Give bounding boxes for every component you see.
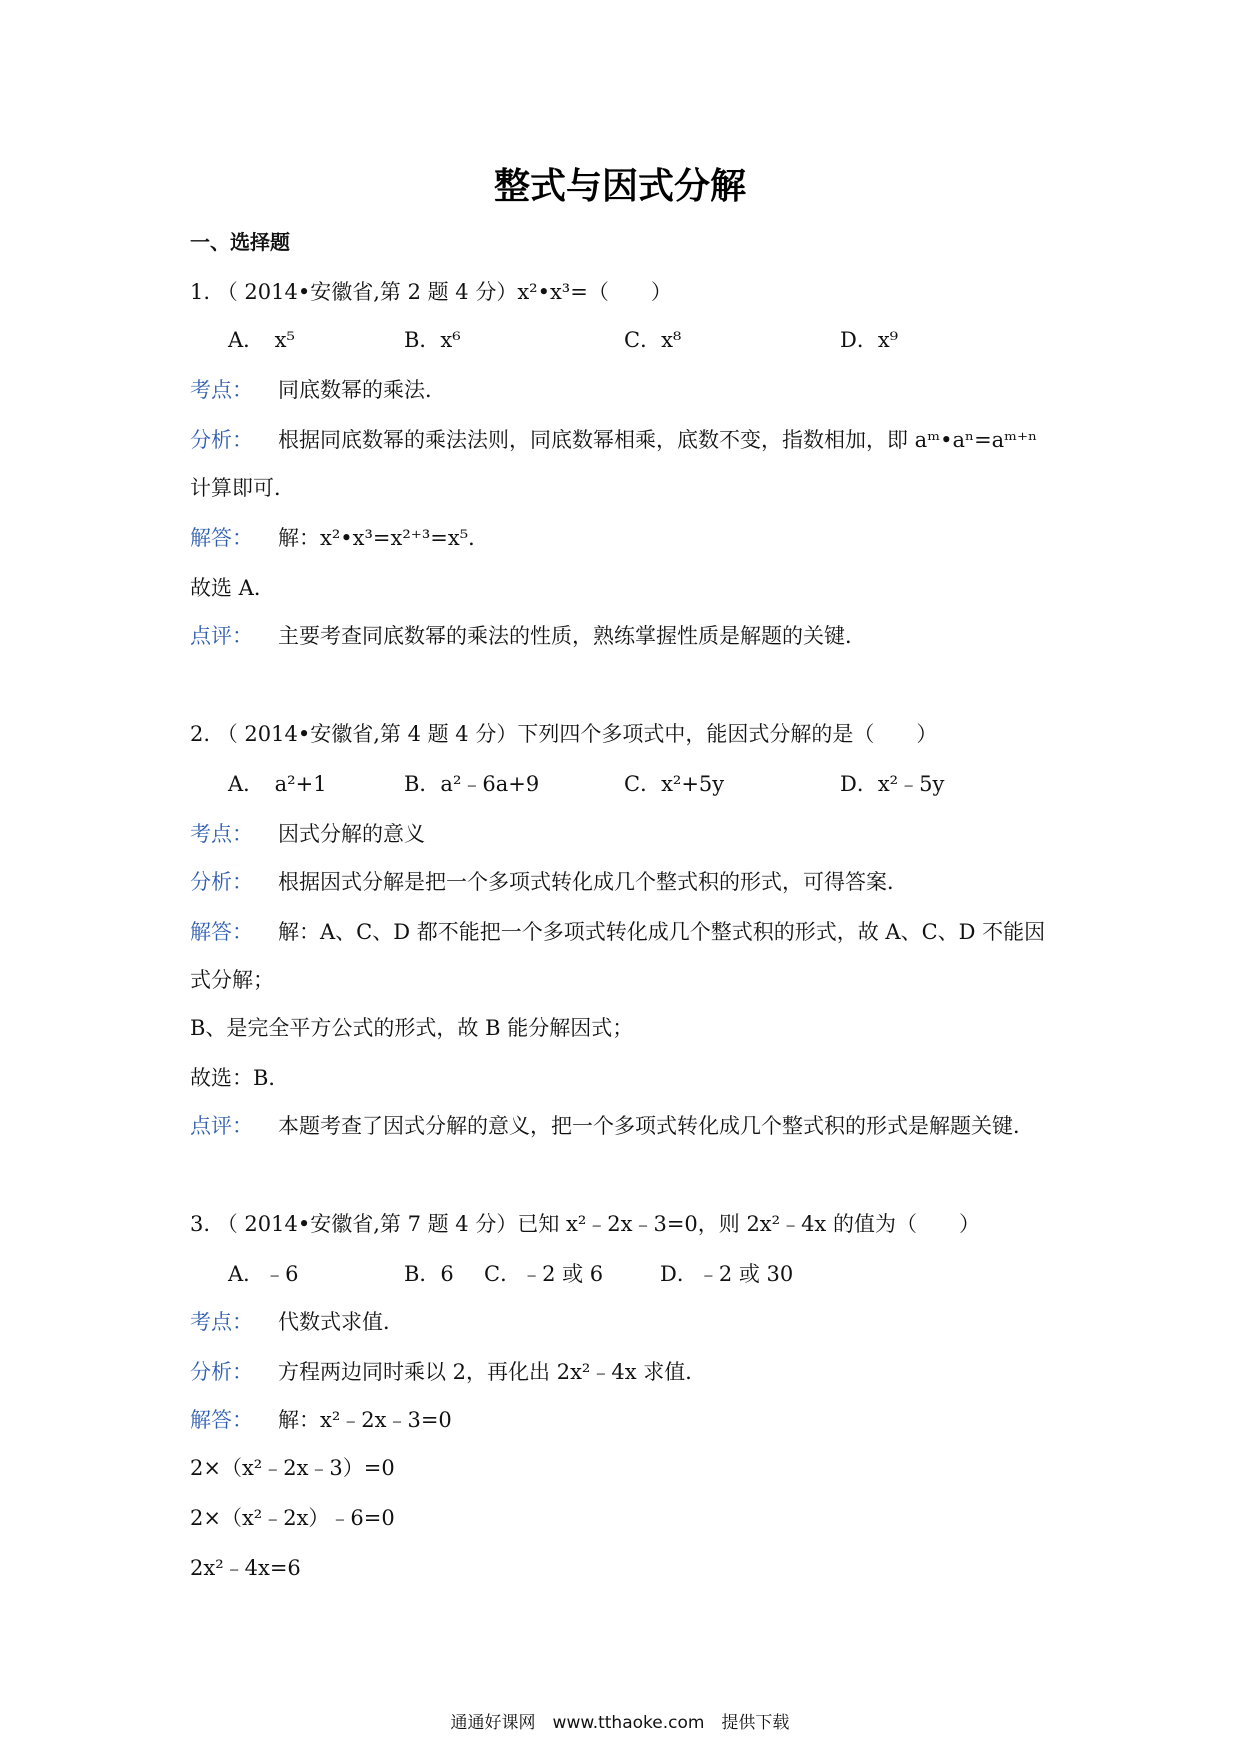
q1-jieda: [190, 522, 489, 552]
fenxi-label: 分析：: [190, 1360, 253, 1384]
q2-jieda-cont2: B、是完全平方公式的形式，故 B 能分解因式；: [190, 1016, 634, 1040]
footer-credit: 通通好课网 www.tthaoke.com 提供下载: [450, 1713, 790, 1733]
q3-jieda: [190, 1404, 452, 1434]
kaodian-label: 考点：: [190, 378, 253, 402]
q3-fenxi: [190, 1356, 706, 1386]
fenxi-label: 分析：: [190, 428, 253, 452]
q1-fenxi-cont: 计算即可．: [190, 476, 295, 500]
q1-stem: 1. （ 2014•安徽省,第 2 题 4 分）x²•x³=（ ）: [190, 280, 672, 304]
q1-dianping: [190, 620, 866, 650]
q2-option-c: C．x²+5y: [624, 772, 725, 796]
q3-kaodian: [190, 1306, 404, 1336]
q2-kaodian-text: 因式分解的意义: [278, 822, 425, 846]
q1-fenxi-text: 根据同底数幂的乘法法则，同底数幂相乘，底数不变，指数相加，即 aᵐ•aⁿ=aᵐ⁺ⁿ: [278, 428, 1038, 452]
q1-option-d: D．x⁹: [840, 328, 899, 352]
q2-dianping-text: 本题考查了因式分解的意义，把一个多项式转化成几个整式积的形式是解题关键．: [278, 1114, 1034, 1138]
q3-step-1: 2×（x²﹣2x﹣3）=0: [190, 1456, 395, 1480]
dianping-label: 点评：: [190, 624, 253, 648]
q1-jieda-cont: 故选 A．: [190, 576, 275, 600]
jieda-label: 解答：: [190, 526, 253, 550]
q1-option-c: C．x⁸: [624, 328, 682, 352]
section-heading: 一、选择题: [190, 230, 290, 254]
q3-step-3: 2x²﹣4x=6: [190, 1556, 301, 1580]
dianping-label: 点评：: [190, 1114, 253, 1138]
jieda-label: 解答：: [190, 1408, 253, 1432]
q2-option-a: A． a²+1: [228, 772, 327, 796]
q2-option-b: B．a²﹣6a+9: [404, 772, 540, 796]
page-title: 整式与因式分解: [493, 166, 746, 207]
fenxi-label: 分析：: [190, 870, 253, 894]
q2-fenxi: [190, 866, 908, 896]
q3-jieda-text: 解：x²﹣2x﹣3=0: [278, 1408, 452, 1432]
q3-step-2: 2×（x²﹣2x）﹣6=0: [190, 1506, 395, 1530]
q2-option-d: D．x²﹣5y: [840, 772, 945, 796]
q2-jieda-text: 解：A、C、D 都不能把一个多项式转化成几个整式积的形式，故 A、C、D 不能因: [278, 920, 1046, 944]
q2-jieda-cont3: 故选：B．: [190, 1066, 290, 1090]
q3-stem: 3. （ 2014•安徽省,第 7 题 4 分）已知 x²﹣2x﹣3=0，则 2x²﹣4x 的值为（ ）: [190, 1212, 980, 1236]
q1-kaodian-text: 同底数幂的乘法．: [278, 378, 446, 402]
kaodian-label: 考点：: [190, 822, 253, 846]
q2-jieda-cont1: 式分解；: [190, 968, 274, 992]
q1-option-b: B．x⁶: [404, 328, 461, 352]
q3-kaodian-text: 代数式求值．: [278, 1310, 404, 1334]
q1-fenxi: [190, 424, 1037, 454]
q3-option-a: A．﹣6: [228, 1262, 299, 1286]
jieda-label: 解答：: [190, 920, 253, 944]
q3-option-b: B．6: [404, 1262, 454, 1286]
q2-kaodian: [190, 818, 425, 848]
q3-fenxi-text: 方程两边同时乘以 2，再化出 2x²﹣4x 求值．: [278, 1360, 707, 1384]
q2-dianping: [190, 1110, 1034, 1140]
kaodian-label: 考点：: [190, 1310, 253, 1334]
q1-kaodian: [190, 374, 446, 404]
q1-jieda-text: 解：x²•x³=x²⁺³=x⁵．: [278, 526, 490, 550]
q2-jieda: [190, 916, 1045, 946]
q3-option-c: C．﹣2 或 6: [484, 1262, 604, 1286]
q1-option-a: A． x⁵: [228, 328, 295, 352]
q3-option-d: D．﹣2 或 30: [660, 1262, 794, 1286]
q2-fenxi-text: 根据因式分解是把一个多项式转化成几个整式积的形式，可得答案．: [278, 870, 908, 894]
q1-dianping-text: 主要考查同底数幂的乘法的性质，熟练掌握性质是解题的关键．: [278, 624, 866, 648]
q2-stem: 2. （ 2014•安徽省,第 4 题 4 分）下列四个多项式中，能因式分解的是（ ）: [190, 722, 938, 746]
